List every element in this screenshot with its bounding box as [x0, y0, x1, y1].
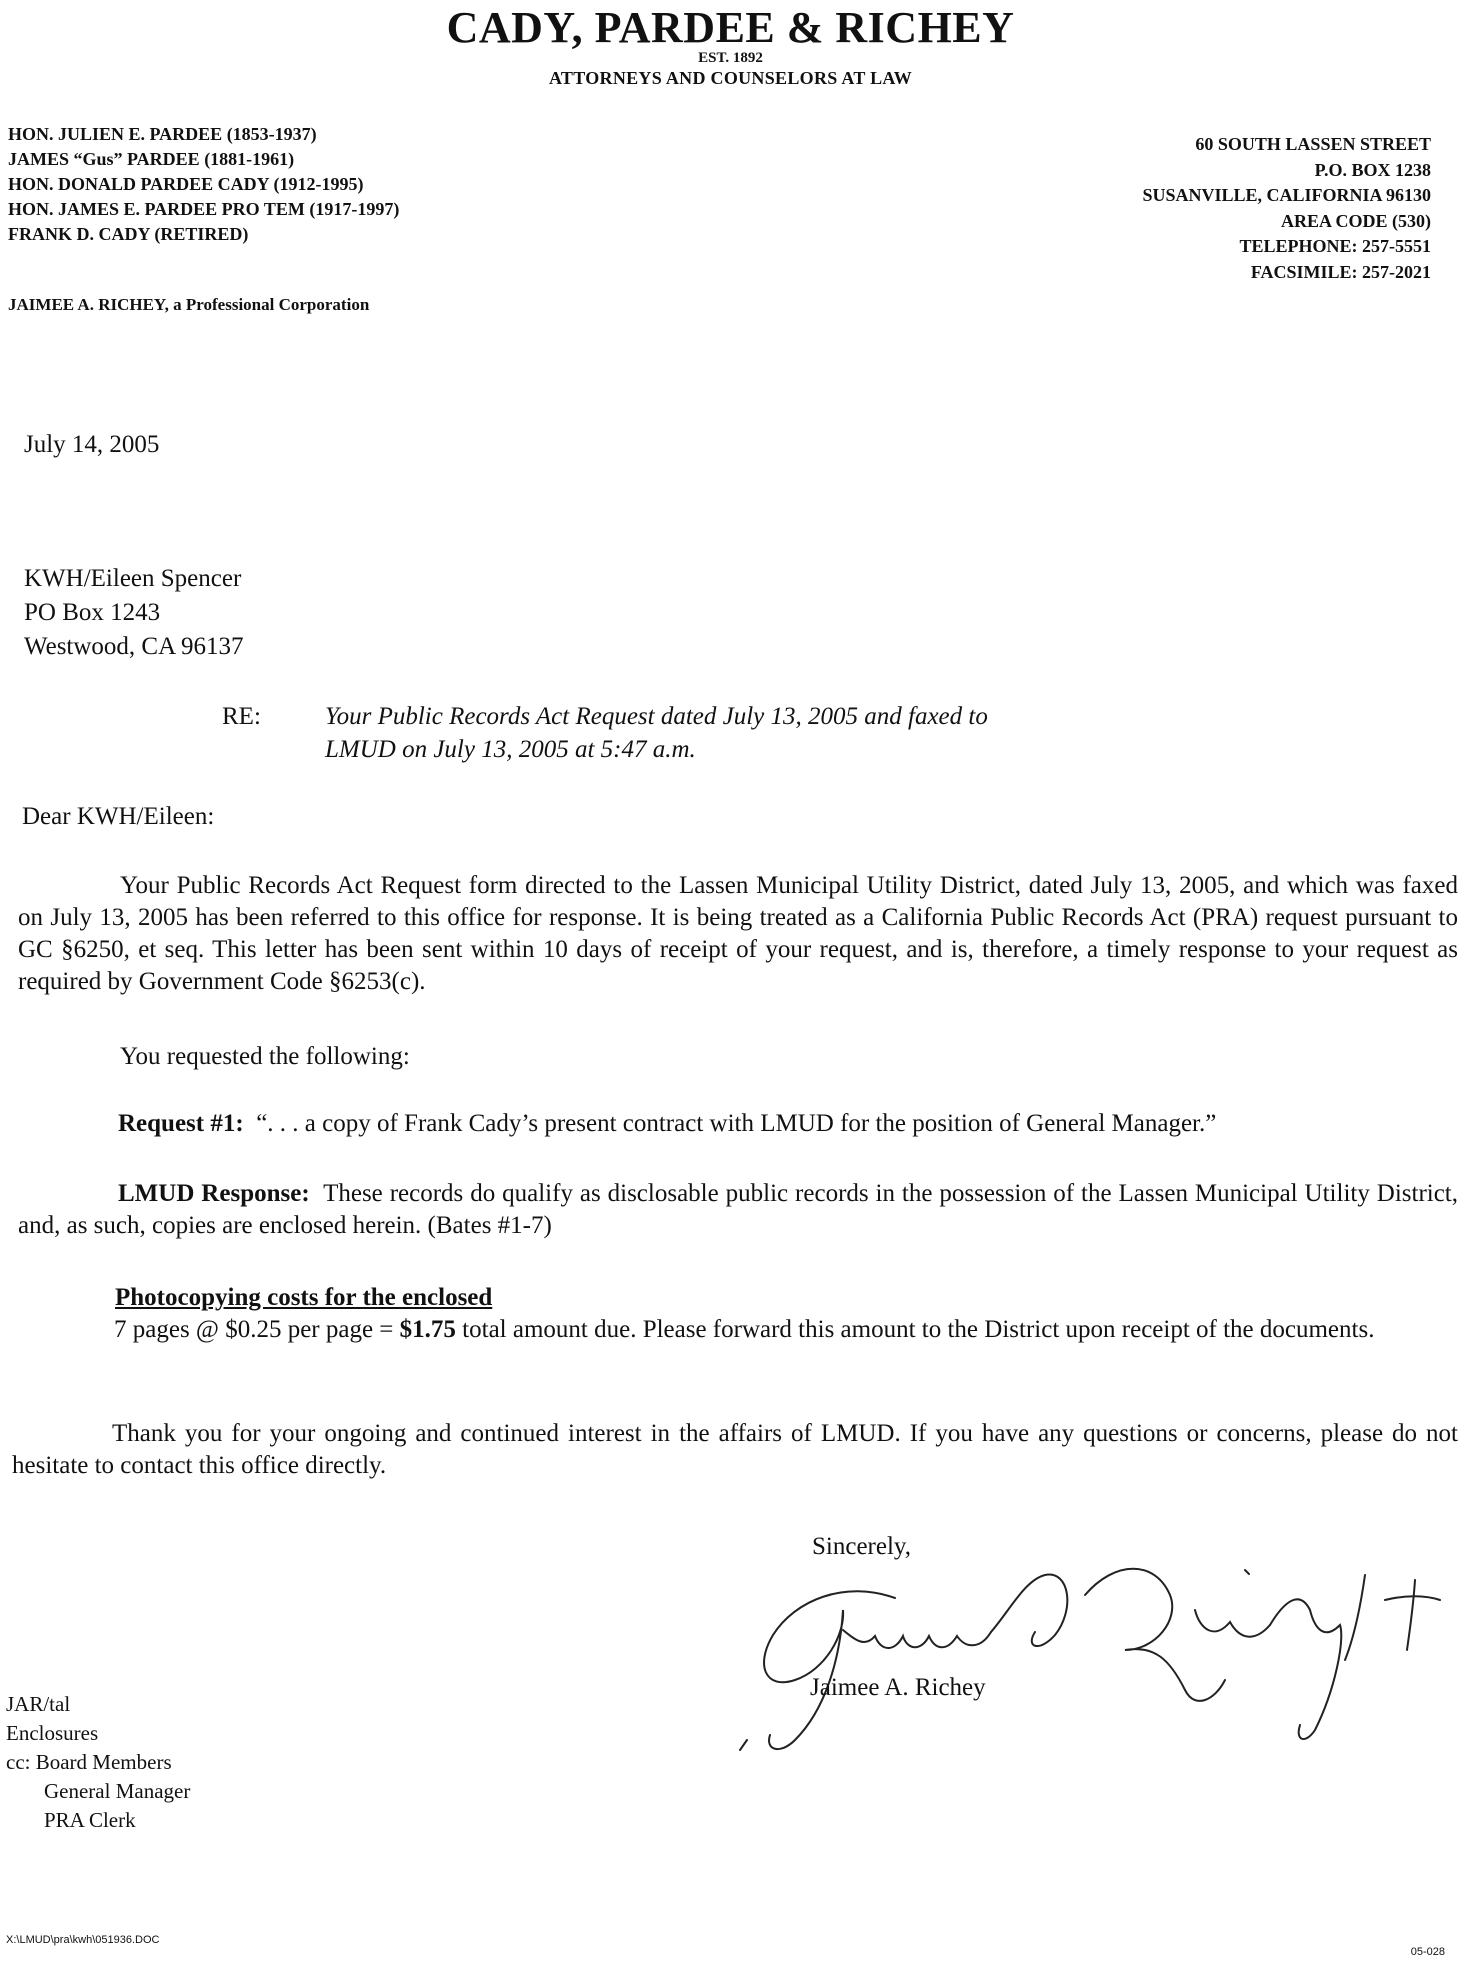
- address-line: SUSANVILLE, CALIFORNIA 96130: [1142, 185, 1431, 205]
- enclosures-note: Enclosures: [6, 1721, 99, 1745]
- initials: JAR/tal: [6, 1692, 71, 1716]
- salutation: Dear KWH/Eileen:: [22, 803, 215, 830]
- address-line: TELEPHONE: 257-5551: [1239, 236, 1431, 256]
- response-text: These records do qualify as disclosable public records in the possession of the Lassen Municipal Utility District, and, as such, copies are enclosed herein. (Bates #1-7): [18, 1180, 1459, 1239]
- response-paragraph: [18, 1178, 1458, 1242]
- partner-line: HON. JAMES E. PARDEE PRO TEM (1917-1997): [8, 199, 400, 219]
- letter-notations: [6, 1690, 190, 1835]
- costs-amount: $1.75: [399, 1316, 456, 1343]
- closing: Sincerely,: [812, 1533, 912, 1560]
- address-line: P.O. BOX 1238: [1314, 159, 1431, 180]
- document-code: 05-028: [1410, 1946, 1445, 1958]
- response-label: LMUD Response:: [118, 1180, 310, 1207]
- partner-line: HON. JULIEN E. PARDEE (1853-1937): [8, 124, 317, 144]
- firm-tagline: ATTORNEYS AND COUNSELORS AT LAW: [548, 68, 913, 88]
- file-path: X:\LMUD\pra\kwh\051936.DOC: [6, 1934, 160, 1946]
- re-label: RE:: [222, 703, 261, 730]
- handwritten-signature: [725, 1540, 1461, 1770]
- paragraph-intro: Your Public Records Act Request form directed to the Lassen Municipal Utility District, dated July 13, 2005, and which was faxed on July 13, 2005 has been referred to this office for response. It is being treated as a California Public Records Act (PRA) request pursuant to GC §6250, et seq. This letter has been sent within 10 days of receipt of your request, and is, therefore, a timely response to your request as required by Government Code §6253(c).: [18, 872, 1458, 995]
- professional-corporation: JAIMEE A. RICHEY, a Professional Corporation: [8, 295, 370, 314]
- recipient-line: Westwood, CA 96137: [24, 633, 244, 660]
- costs-prefix: 7 pages @ $0.25 per page =: [114, 1316, 400, 1343]
- partner-line: FRANK D. CADY (RETIRED): [8, 224, 249, 244]
- recipient-line: KWH/Eileen Spencer: [24, 565, 242, 592]
- request-item: [118, 1107, 1458, 1140]
- costs-paragraph: [14, 1314, 1458, 1345]
- re-line: Your Public Records Act Request dated July 13, 2005 and faxed to: [325, 703, 988, 730]
- partners-list: [8, 122, 399, 247]
- costs-suffix: total amount due. Please forward this amount to the District upon receipt of the documents.: [455, 1316, 1375, 1343]
- costs-heading: Photocopying costs for the enclosed: [115, 1284, 493, 1311]
- address-line: 60 SOUTH LASSEN STREET: [1195, 134, 1431, 154]
- cc-item: PRA Clerk: [44, 1808, 136, 1832]
- partner-line: JAMES “Gus” PARDEE (1881-1961): [8, 149, 295, 169]
- letter-date: July 14, 2005: [24, 431, 160, 458]
- signer-name: Jaimee A. Richey: [810, 1674, 986, 1701]
- re-subject: [325, 700, 988, 766]
- firm-name: CADY, PARDEE & RICHEY: [446, 3, 1015, 52]
- paragraph-closing: Thank you for your ongoing and continued interest in the affairs of LMUD. If you have any questions or concerns, please do not hesitate to contact this office directly.: [12, 1420, 1458, 1479]
- partner-line: HON. DONALD PARDEE CADY (1912-1995): [8, 174, 364, 194]
- recipient-address: [24, 562, 244, 664]
- request-label: Request #1:: [118, 1110, 244, 1137]
- re-line: LMUD on July 13, 2005 at 5:47 a.m.: [325, 736, 696, 763]
- request-text: “. . . a copy of Frank Cady’s present contract with LMUD for the position of General Manager.”: [256, 1110, 1217, 1137]
- established-year: EST. 1892: [698, 50, 763, 66]
- cc-label: cc: Board Members: [6, 1750, 172, 1774]
- firm-address: [1142, 132, 1431, 285]
- recipient-line: PO Box 1243: [24, 599, 161, 626]
- address-line: AREA CODE (530): [1280, 210, 1431, 231]
- cc-item: General Manager: [44, 1779, 191, 1803]
- paragraph-requested: You requested the following:: [120, 1043, 410, 1070]
- address-line: FACSIMILE: 257-2021: [1250, 261, 1431, 282]
